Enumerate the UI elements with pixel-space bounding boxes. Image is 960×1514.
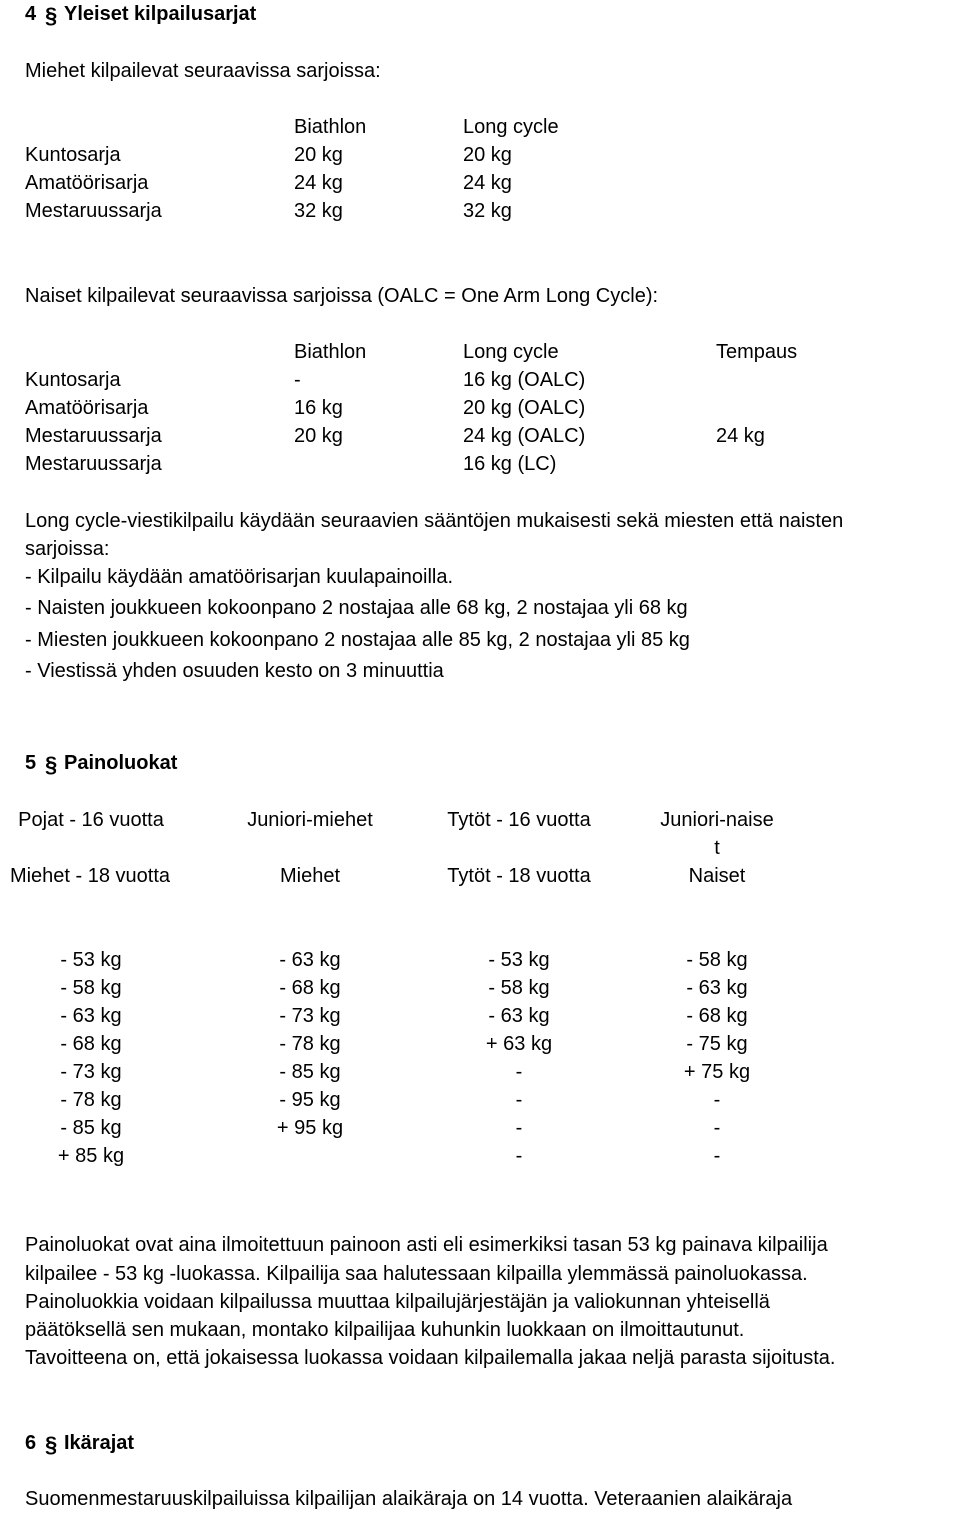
weight-cell: - 53 kg	[60, 949, 122, 971]
weight-cell: - 63 kg	[60, 1005, 122, 1027]
weight-cell: - 63 kg	[279, 949, 341, 971]
weight-cell: - 85 kg	[279, 1061, 341, 1083]
women-intro: Naiset kilpailevat seuraavissa sarjoissa (OALC = One Arm Long Cycle):	[25, 285, 659, 307]
weight-cell: - 58 kg	[686, 949, 748, 971]
paragraph-line: Tavoitteena on, että jokaisessa luokassa voidaan kilpailemalla jakaa neljä parasta sijoitusta.	[25, 1347, 836, 1369]
women-row-label: Amatöörisarja	[25, 397, 149, 419]
header-women: Naiset	[688, 865, 746, 887]
men-row-label: Mestaruussarja	[25, 200, 162, 222]
rule-item: - Naisten joukkueen kokoonpano 2 nostajaa alle 68 kg, 2 nostajaa yli 68 kg	[25, 597, 688, 619]
weight-cell: - 95 kg	[279, 1089, 341, 1111]
men-row-label: Kuntosarja	[25, 144, 121, 166]
weight-cell: - 53 kg	[488, 949, 550, 971]
men-row-biathlon: 20 kg	[294, 144, 343, 166]
header-men-18: Miehet - 18 vuotta	[9, 865, 171, 887]
women-row-long-cycle: 20 kg (OALC)	[463, 397, 586, 419]
weight-cell: + 95 kg	[276, 1117, 344, 1139]
relay-text-line2: sarjoissa:	[25, 538, 110, 560]
weight-cell: - 58 kg	[60, 977, 122, 999]
men-intro: Miehet kilpailevat seuraavissa sarjoissa:	[25, 60, 381, 82]
section-number: 4	[25, 3, 37, 25]
women-row-biathlon: 20 kg	[294, 425, 343, 447]
header-boys: Pojat - 16 vuotta	[18, 809, 164, 831]
rule-item: - Miesten joukkueen kokoonpano 2 nostajaa alle 85 kg, 2 nostajaa yli 85 kg	[25, 629, 690, 651]
women-row-long-cycle: 16 kg (LC)	[463, 453, 557, 475]
weight-cell: -	[515, 1145, 523, 1167]
women-header-long-cycle: Long cycle	[463, 341, 559, 363]
section-number: 6	[25, 1432, 37, 1454]
section-sign: §	[45, 1432, 58, 1457]
weight-cell: + 75 kg	[683, 1061, 751, 1083]
weight-cell: -	[713, 1089, 721, 1111]
weight-cell: - 75 kg	[686, 1033, 748, 1055]
weight-cell: -	[713, 1145, 721, 1167]
women-row-label: Kuntosarja	[25, 369, 121, 391]
women-row-long-cycle: 24 kg (OALC)	[463, 425, 586, 447]
section-title: Ikärajat	[64, 1432, 135, 1454]
men-row-biathlon: 24 kg	[294, 172, 343, 194]
relay-text-line1: Long cycle-viestikilpailu käydään seuraavien sääntöjen mukaisesti sekä miesten että naisten	[25, 510, 844, 532]
weight-cell: - 68 kg	[686, 1005, 748, 1027]
women-row-biathlon: -	[294, 369, 301, 391]
women-header-biathlon: Biathlon	[294, 341, 367, 363]
section-sign: §	[45, 752, 58, 777]
women-header-tempaus: Tempaus	[716, 341, 798, 363]
men-row-biathlon: 32 kg	[294, 200, 343, 222]
weight-cell: - 85 kg	[60, 1117, 122, 1139]
header-girls-18: Tytöt - 18 vuotta	[447, 865, 591, 887]
weight-cell: + 85 kg	[57, 1145, 125, 1167]
weight-cell: - 73 kg	[279, 1005, 341, 1027]
men-row-long-cycle: 20 kg	[463, 144, 512, 166]
weight-cell: - 63 kg	[488, 1005, 550, 1027]
men-header-long-cycle: Long cycle	[463, 116, 559, 138]
weight-cell: - 78 kg	[60, 1089, 122, 1111]
men-header-biathlon: Biathlon	[294, 116, 367, 138]
section-sign: §	[45, 3, 58, 28]
weight-cell: - 78 kg	[279, 1033, 341, 1055]
men-row-long-cycle: 32 kg	[463, 200, 512, 222]
men-row-long-cycle: 24 kg	[463, 172, 512, 194]
men-row-label: Amatöörisarja	[25, 172, 149, 194]
weight-cell: -	[515, 1061, 523, 1083]
weight-cell: - 68 kg	[279, 977, 341, 999]
women-row-label: Mestaruussarja	[25, 425, 162, 447]
weight-cell: - 58 kg	[488, 977, 550, 999]
women-row-tempaus: 24 kg	[716, 425, 765, 447]
women-row-biathlon: 16 kg	[294, 397, 343, 419]
paragraph-line: kilpailee - 53 kg -luokassa. Kilpailija saa halutessaan kilpailla ylemmässä painoluokassa.	[25, 1263, 808, 1285]
paragraph-line: päätöksellä sen mukaan, montako kilpailijaa kuhunkin luokkaan on ilmoittautunut.	[25, 1319, 745, 1341]
weight-cell: -	[515, 1089, 523, 1111]
weight-cell: - 68 kg	[60, 1033, 122, 1055]
women-row-long-cycle: 16 kg (OALC)	[463, 369, 586, 391]
header-junior-women: Juniori-naise	[660, 809, 774, 831]
paragraph-line: Painoluokkia voidaan kilpailussa muuttaa kilpailujärjestäjän ja valiokunnan yhteisellä	[25, 1291, 770, 1313]
section-number: 5	[25, 752, 37, 774]
header-men: Miehet	[279, 865, 341, 887]
header-junior-women-wrap: t	[714, 837, 720, 859]
weight-cell: -	[515, 1117, 523, 1139]
header-junior-men: Juniori-miehet	[247, 809, 373, 831]
women-row-label: Mestaruussarja	[25, 453, 162, 475]
weight-cell: -	[713, 1117, 721, 1139]
section-title: Yleiset kilpailusarjat	[64, 3, 257, 25]
rule-item: - Kilpailu käydään amatöörisarjan kuulapainoilla.	[25, 566, 454, 588]
age-limit-text: Suomenmestaruuskilpailuissa kilpailijan alaikäraja on 14 vuotta. Veteraanien alaikäraja	[25, 1488, 793, 1510]
weight-cell: + 63 kg	[485, 1033, 553, 1055]
weight-cell: - 73 kg	[60, 1061, 122, 1083]
paragraph-line: Painoluokat ovat aina ilmoitettuun painoon asti eli esimerkiksi tasan 53 kg painava kilpailija	[25, 1234, 828, 1256]
weight-cell: - 63 kg	[686, 977, 748, 999]
header-girls: Tytöt - 16 vuotta	[447, 809, 591, 831]
section-title: Painoluokat	[64, 752, 178, 774]
rule-item: - Viestissä yhden osuuden kesto on 3 minuuttia	[25, 660, 444, 682]
